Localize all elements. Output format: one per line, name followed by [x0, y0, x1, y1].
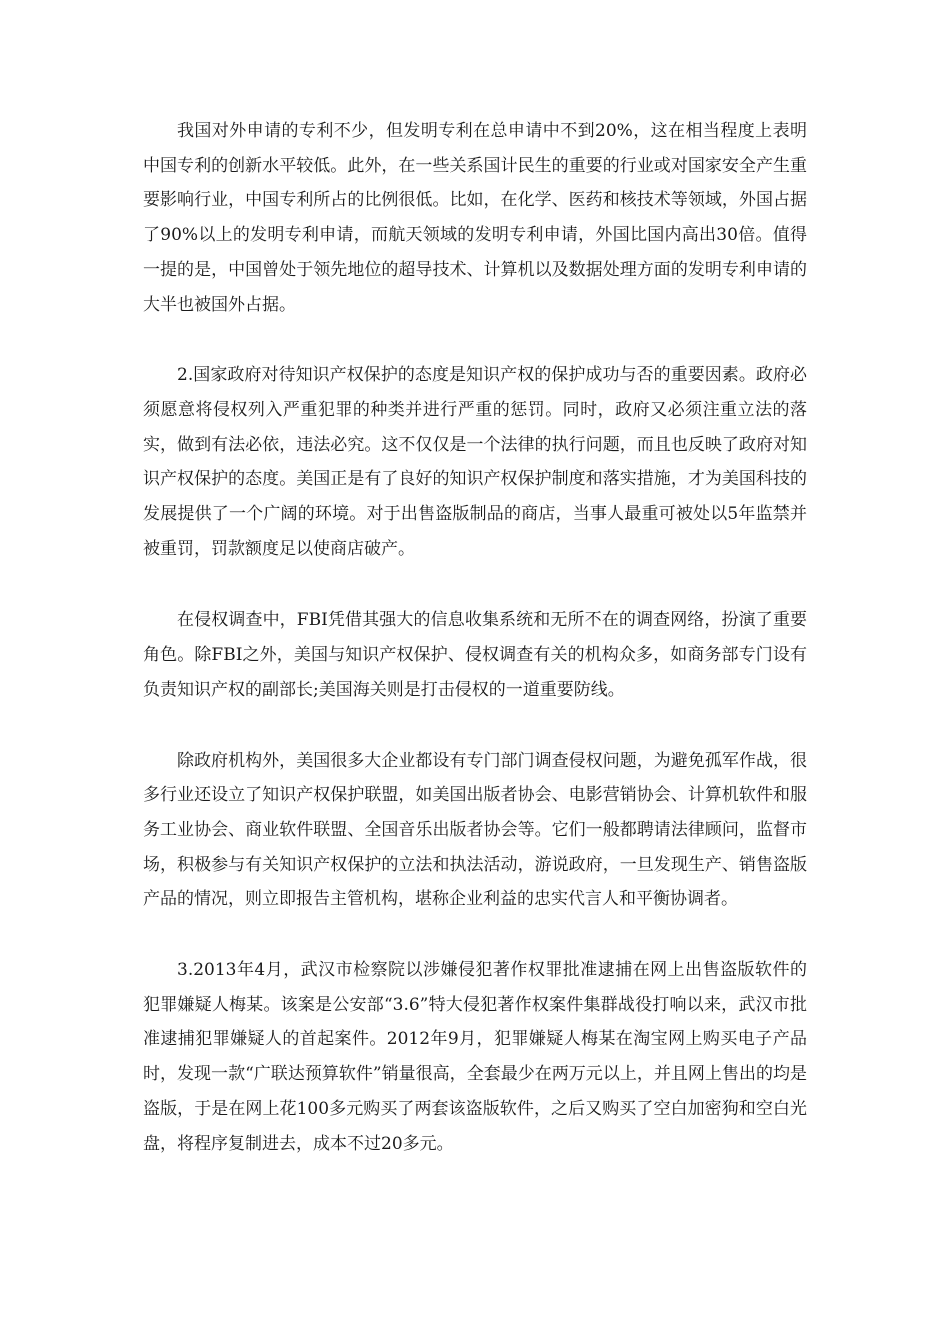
paragraph-patent-innovation: 我国对外申请的专利不少，但发明专利在总申请中不到20%，这在相当程度上表明中国专利的创新水平较低。此外，在一些关系国计民生的重要的行业或对国家安全产生重要影响行业，中国专利所占的比例很低。比如，在化学、医药和核技术等领域，外国占据了90%以上的发明专利申请，而航天领域的发明专利申请，外国比国内高出30倍。值得一提的是，中国曾处于领先地位的超导技术、计算机以及数据处理方面的发明专利申请的大半也被国外占据。: [143, 121, 807, 315]
paragraph-wuhan-case: 3.2013年4月，武汉市检察院以涉嫌侵犯著作权罪批准逮捕在网上出售盗版软件的犯罪嫌疑人梅某。该案是公安部“3.6”特大侵犯著作权案件集群战役打响以来，武汉市批准逮捕犯罪嫌疑人的首起案件。2012年9月，犯罪嫌疑人梅某在淘宝网上购买电子产品时，发现一款“广联达预算软件”销量很高，全套最少在两万元以上，并且网上售出的均是盗版，于是在网上花100多元购买了两套该盗版软件，之后又购买了空白加密狗和空白光盘，将程序复制进去，成本不过20多元。: [143, 960, 807, 1154]
paragraph-industry-alliances: 除政府机构外，美国很多大企业都设有专门部门调查侵权问题，为避免孤军作战，很多行业还设立了知识产权保护联盟，如美国出版者协会、电影营销协会、计算机软件和服务工业协会、商业软件联盟、全国音乐出版者协会等。它们一般都聘请法律顾问，监督市场，积极参与有关知识产权保护的立法和执法活动，游说政府，一旦发现生产、销售盗版产品的情况，则立即报告主管机构，堪称企业利益的忠实代言人和平衡协调者。: [143, 750, 807, 910]
paragraph-government-attitude: 2.国家政府对待知识产权保护的态度是知识产权的保护成功与否的重要因素。政府必须愿意将侵权列入严重犯罪的种类并进行严重的惩罚。同时，政府又必须注重立法的落实，做到有法必依，违法必究。这不仅仅是一个法律的执行问题，而且也反映了政府对知识产权保护的态度。美国正是有了良好的知识产权保护制度和落实措施，才为美国科技的发展提供了一个广阔的环境。对于出售盗版制品的商店，当事人最重可被处以5年监禁并被重罚，罚款额度足以使商店破产。: [143, 365, 807, 559]
document-body: [143, 114, 807, 1197]
paragraph-fbi-investigation: 在侵权调查中，FBI凭借其强大的信息收集系统和无所不在的调查网络，扮演了重要角色。除FBI之外，美国与知识产权保护、侵权调查有关的机构众多，如商务部专门设有负责知识产权的副部长;美国海关则是打击侵权的一道重要防线。: [143, 610, 807, 700]
